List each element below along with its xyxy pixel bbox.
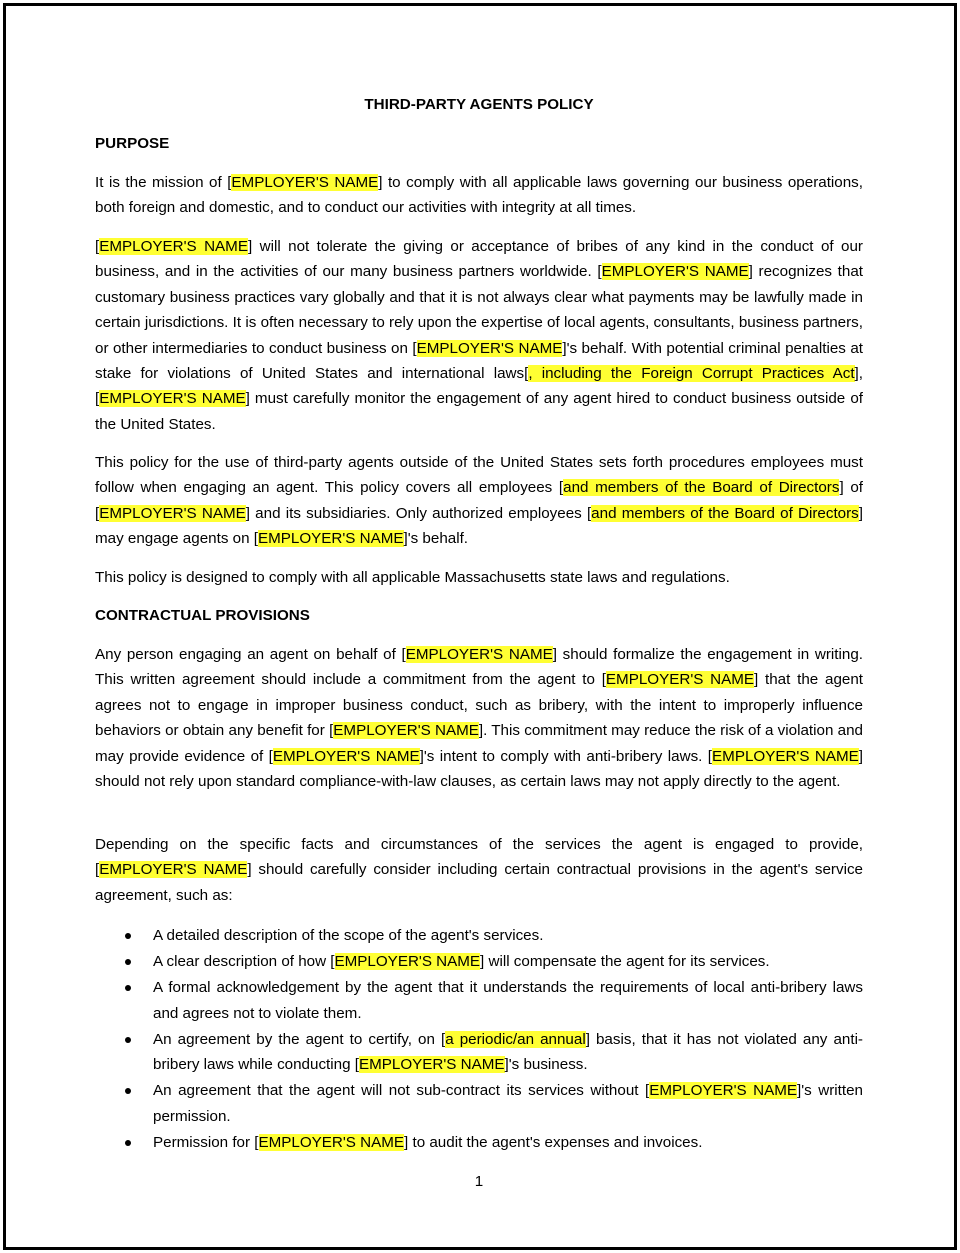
- text-run: ]'s business.: [504, 1056, 588, 1074]
- text-run: Any person engaging an agent on behalf of [: [95, 646, 406, 663]
- text-run: ] should not rely upon standard compliance-with-law clauses, as certain laws may not apply directly to the agent.: [95, 747, 863, 791]
- provisions-list: [95, 923, 863, 1156]
- list-item-text: [153, 1134, 702, 1151]
- list-item-text: [153, 979, 863, 1021]
- text-run: ]'s behalf.: [403, 530, 469, 548]
- text-run: ] and its subsidiaries. Only authorized employees [: [245, 504, 592, 522]
- purpose-paragraph-3: [95, 450, 863, 552]
- text-run: A formal acknowledgement by the agent that it understands the requirements of local anti-bribery laws and agrees not to violate them.: [153, 979, 863, 1022]
- contractual-paragraph-2: [95, 832, 863, 908]
- highlighted-placeholder: EMPLOYER'S NAME: [99, 861, 248, 879]
- highlighted-placeholder: EMPLOYER'S NAME: [333, 722, 479, 740]
- text-run: This policy for the use of third-party agents outside of the United States sets forth procedures employees must follow when engaging an agent. This policy covers all employees [: [95, 454, 863, 497]
- text-run: ]. This commitment may reduce the risk of a violation and may provide evidence of [: [95, 722, 863, 765]
- text-run: ]'s written permission.: [153, 1082, 863, 1125]
- highlighted-placeholder: EMPLOYER'S NAME: [99, 504, 246, 522]
- highlighted-placeholder: EMPLOYER'S NAME: [231, 174, 379, 191]
- text-run: [: [95, 238, 100, 255]
- text-run: ] should formalize the engagement in writing. This written agreement should include a commitment from the agent to [: [95, 646, 863, 689]
- list-item-text: [153, 1031, 863, 1073]
- text-run: ] will not tolerate the giving or acceptance of bribes of any kind in the conduct of our business, and in the activities of our many business partners worldwide. [: [95, 238, 863, 281]
- purpose-paragraph-1: [95, 170, 863, 221]
- text-run: A detailed description of the scope of the agent's services.: [153, 927, 544, 944]
- text-run: This policy is designed to comply with all applicable Massachusetts state laws and regulations.: [95, 569, 730, 586]
- highlighted-placeholder: a periodic/an annual: [445, 1030, 586, 1048]
- purpose-heading: PURPOSE: [95, 135, 170, 152]
- bullet-icon: [125, 1037, 131, 1043]
- highlighted-placeholder: EMPLOYER'S NAME: [258, 1133, 405, 1151]
- text-run: Permission for [: [153, 1133, 259, 1151]
- highlighted-placeholder: EMPLOYER'S NAME: [416, 339, 563, 357]
- text-run: ] must carefully monitor the engagement of any agent hired to conduct business outside of the United States.: [95, 390, 863, 433]
- list-item: [95, 975, 863, 1026]
- highlighted-placeholder: EMPLOYER'S NAME: [272, 747, 420, 765]
- contractual-paragraph-1: [95, 642, 863, 794]
- bullet-icon: [125, 1140, 131, 1146]
- text-run: ] will compensate the agent for its services.: [480, 953, 770, 971]
- text-run: ] to audit the agent's expenses and invoices.: [404, 1133, 703, 1151]
- text-run: ] that the agent agrees not to engage in improper business conduct, such as bribery, with the intent to improperly influence behaviors or obtain any benefit for [: [95, 671, 863, 740]
- text-run: A clear description of how [: [153, 953, 335, 971]
- bullet-icon: [125, 985, 131, 991]
- contractual-provisions-heading: CONTRACTUAL PROVISIONS: [95, 607, 310, 624]
- highlighted-placeholder: EMPLOYER'S NAME: [601, 263, 749, 281]
- text-run: ] should carefully consider including certain contractual provisions in the agent's service agreement, such as:: [95, 861, 863, 904]
- purpose-paragraph-4: [95, 565, 863, 590]
- text-run: ] may engage agents on [: [95, 504, 863, 548]
- highlighted-placeholder: and members of the Board of Directors: [563, 479, 840, 497]
- list-item: [95, 1130, 863, 1155]
- highlighted-placeholder: EMPLOYER'S NAME: [99, 238, 248, 255]
- text-run: It is the mission of [: [95, 174, 232, 191]
- list-item: [95, 1027, 863, 1078]
- highlighted-placeholder: EMPLOYER'S NAME: [257, 530, 404, 548]
- bullet-icon: [125, 933, 131, 939]
- text-run: Depending on the specific facts and circumstances of the services the agent is engaged to provide, [: [95, 836, 863, 879]
- text-run: ]'s intent to comply with anti-bribery laws. [: [419, 747, 713, 765]
- document-title: THIRD-PARTY AGENTS POLICY: [364, 96, 594, 113]
- highlighted-placeholder: and members of the Board of Directors: [591, 504, 859, 522]
- text-run: ]'s behalf. With potential criminal penalties at stake for violations of United States and international laws[: [95, 339, 863, 383]
- bullet-icon: [125, 1088, 131, 1094]
- list-item-text: [153, 953, 770, 970]
- text-run: ] recognizes that customary business practices vary globally and that it is not always clear what payments may be lawfully made in certain jurisdictions. It is often necessary to rely upon the expertise of local agents, consultants, business partners, or other intermediaries to conduct business on [: [95, 263, 863, 357]
- bullet-icon: [125, 959, 131, 965]
- list-item-text: [153, 927, 543, 944]
- highlighted-placeholder: , including the Foreign Corrupt Practices Act: [528, 365, 855, 383]
- text-run: An agreement that the agent will not sub-contract its services without [: [153, 1082, 650, 1100]
- text-run: An agreement by the agent to certify, on [: [153, 1030, 446, 1048]
- highlighted-placeholder: EMPLOYER'S NAME: [99, 390, 246, 408]
- highlighted-placeholder: EMPLOYER'S NAME: [358, 1056, 505, 1074]
- list-item: [95, 923, 863, 948]
- text-run: ] of [: [95, 479, 863, 522]
- text-run: ] to comply with all applicable laws governing our business operations, both foreign and domestic, and to conduct our activities with integrity at all times.: [95, 174, 863, 217]
- text-run: ], [: [95, 365, 863, 408]
- text-run: ] basis, that it has not violated any anti-bribery laws while conducting [: [153, 1030, 863, 1074]
- highlighted-placeholder: EMPLOYER'S NAME: [334, 953, 481, 971]
- highlighted-placeholder: EMPLOYER'S NAME: [405, 646, 553, 663]
- highlighted-placeholder: EMPLOYER'S NAME: [712, 747, 859, 765]
- list-item: [95, 1078, 863, 1129]
- page-number: 1: [474, 1173, 484, 1190]
- list-item: [95, 949, 863, 974]
- highlighted-placeholder: EMPLOYER'S NAME: [605, 671, 755, 689]
- purpose-paragraph-2: [95, 234, 863, 437]
- highlighted-placeholder: EMPLOYER'S NAME: [649, 1082, 798, 1100]
- list-item-text: [153, 1082, 863, 1124]
